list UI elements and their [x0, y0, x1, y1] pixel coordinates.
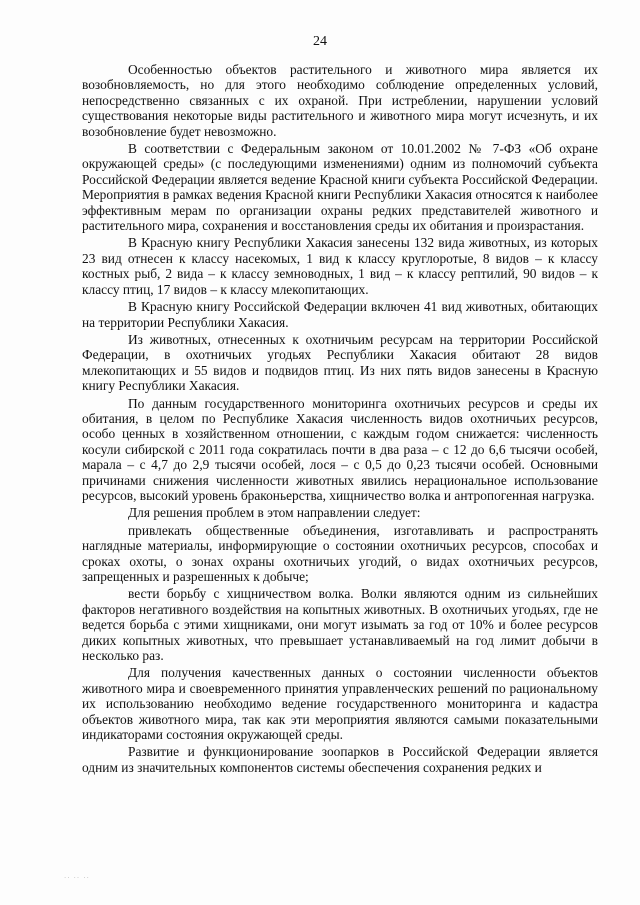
paragraph-hunting-resources: Из животных, отнесенных к охотничьим ресурсам на территории Российской Федерации, в охотничьих угодьях Республики Хакасия обитают 28 видов млекопитающих и 55 видов и подвидов птиц. Из них пять видов занесены в Красную книгу Республики Хакасия.: [82, 331, 598, 394]
paragraph-federal-law: В соответствии с Федеральным законом от 10.01.2002 № 7-ФЗ «Об охране окружающей среды» (с последующими изменениями) одним из полномочий субъекта Российской Федерации является ведение Красной книги субъекта Российской Федерации. Мероприятия в рамках ведения Красной книги Республики Хакасия относятся к наиболее эффективным мерам по организации охраны редких представителей животного и растительного мира, сохранения и восстановления среды их обитания и произрастания.: [82, 141, 598, 234]
document-body: [82, 62, 598, 775]
paragraph-renewability: Особенностью объектов растительного и животного мира является их возобновляемость, но для этого необходимо соблюдение определенных условий, непосредственно связанных с их охраной. При истреблении, нарушении условий существования некоторые виды растительного и животного мира могут исчезнуть, и их возобновление будет невозможно.: [82, 62, 598, 139]
paragraph-zoos: Развитие и функционирование зоопарков в Российской Федерации является одним из значительных компонентов системы обеспечения сохранения редких и: [82, 744, 598, 775]
paragraph-solutions-intro: Для решения проблем в этом направлении следует:: [128, 505, 421, 521]
scan-artifact: ·· ·· ··: [64, 874, 90, 882]
paragraph-public-outreach: привлекать общественные объединения, изготавливать и распространять наглядные материалы, информирующие о состоянии охотничьих ресурсов, способах и сроках охоты, о зонах охраны охотничьих угодий, о видах охотничьих ресурсов, запрещенных и разрешенных к добыче;: [82, 522, 598, 584]
paragraph-wolf-control: вести борьбу с хищничеством волка. Волки являются одним из сильнейших факторов негативного воздействия на копытных животных. В охотничьих угодьях, где не ведется борьба с этими хищниками, они могут изымать за год от 10% и более ресурсов диких копытных животных, что превышает устанавливаемый на год лимит добычи в несколько раз.: [82, 586, 598, 664]
paragraph-monitoring-data: По данным государственного мониторинга охотничьих ресурсов и среды их обитания, в целом по Республике Хакасия численность видов охотничьих ресурсов, особо ценных в хозяйственном отношении, с каждым годом снижается: численность косули сибирской с 2011 года сократилась почти в два раза – с 12 до 6,6 тысячи особей, марала – с 4,7 до 2,9 тысячи особей, лося – с 0,5 до 0,23 тысячи особей. Основными причинами снижения численности животных явились нерациональное использование ресурсов, высокий уровень браконьерства, хищничество волка и антропогенная нагрузка.: [82, 395, 598, 503]
page-number: 24: [313, 34, 327, 49]
paragraph-state-monitoring: Для получения качественных данных о состоянии численности объектов животного мира и своевременного принятия управленческих решений по рациональному их использованию необходимо ведение государственного мониторинга и кадастра объектов животного мира, так как эти мероприятия являются самыми показательными индикаторами состояния окружающей среды.: [82, 665, 598, 743]
paragraph-red-book-khakassia: В Красную книгу Республики Хакасия занесены 132 вида животных, из которых 23 вид отнесен к классу насекомых, 1 вид к классу круглоротые, 8 видов – к классу костных рыб, 2 вида – к классу земноводных, 1 вид – к классу рептилий, 90 видов – к классу птиц, 17 видов – к классу млекопитающих.: [82, 235, 598, 297]
paragraph-red-book-russia: В Красную книгу Российской Федерации включен 41 вид животных, обитающих на территории Республики Хакасия.: [82, 299, 598, 330]
